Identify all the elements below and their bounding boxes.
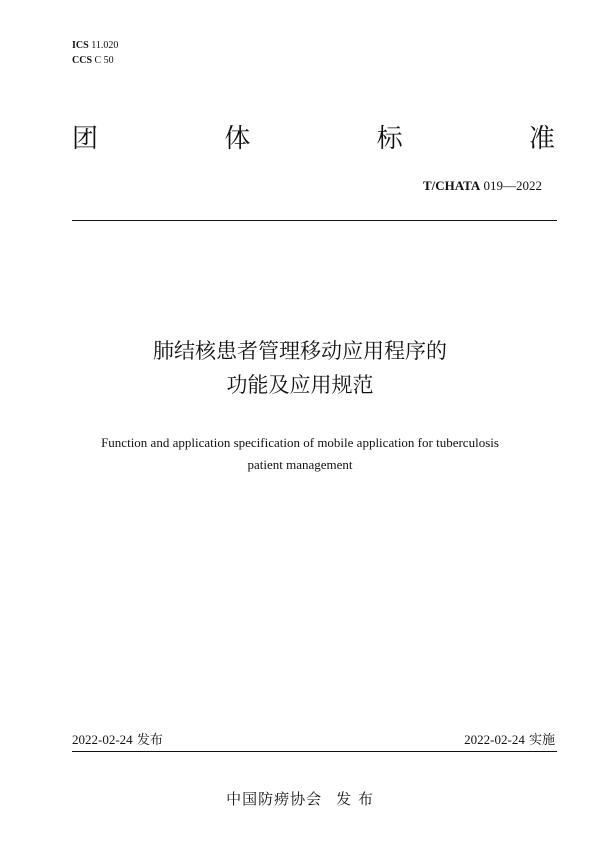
issue-label: 发布 — [136, 733, 163, 748]
ccs-code — [72, 53, 118, 68]
standard-type-char: 体 — [224, 124, 251, 154]
title-chinese-line2: 功能及应用规范 — [226, 373, 374, 397]
issue-date-block — [72, 729, 163, 748]
classification-codes — [72, 38, 118, 68]
ics-label: ICS — [72, 40, 89, 51]
title-chinese — [0, 334, 600, 402]
ics-code — [72, 38, 118, 53]
implement-label: 实施 — [528, 733, 555, 748]
publisher-line — [0, 788, 600, 809]
standard-number-value: 019—2022 — [483, 178, 542, 193]
standard-type-char: 团 — [72, 124, 99, 154]
publisher-action: 发 布 — [336, 790, 374, 808]
ics-value: 11.020 — [91, 40, 119, 51]
ccs-label: CCS — [72, 55, 93, 66]
title-english-line2: patient management — [247, 457, 353, 472]
standard-type-heading — [72, 122, 555, 156]
top-divider — [72, 220, 557, 221]
title-chinese-line1: 肺结核患者管理移动应用程序的 — [153, 339, 447, 363]
standard-type-char: 标 — [376, 124, 403, 154]
title-english-line1: Function and application specification of mobile application for tuberculosis — [101, 435, 499, 450]
standard-type-char: 准 — [528, 124, 555, 154]
publisher-name: 中国防痨协会 — [226, 790, 323, 808]
implement-date: 2022-02-24 — [464, 732, 525, 747]
standard-number — [423, 178, 542, 194]
standard-number-prefix: T/CHATA — [422, 178, 481, 193]
bottom-divider — [72, 751, 557, 752]
title-english — [0, 432, 600, 476]
ccs-value: C 50 — [94, 55, 114, 66]
date-row — [72, 729, 555, 748]
issue-date: 2022-02-24 — [72, 732, 133, 747]
implement-date-block — [464, 729, 555, 748]
